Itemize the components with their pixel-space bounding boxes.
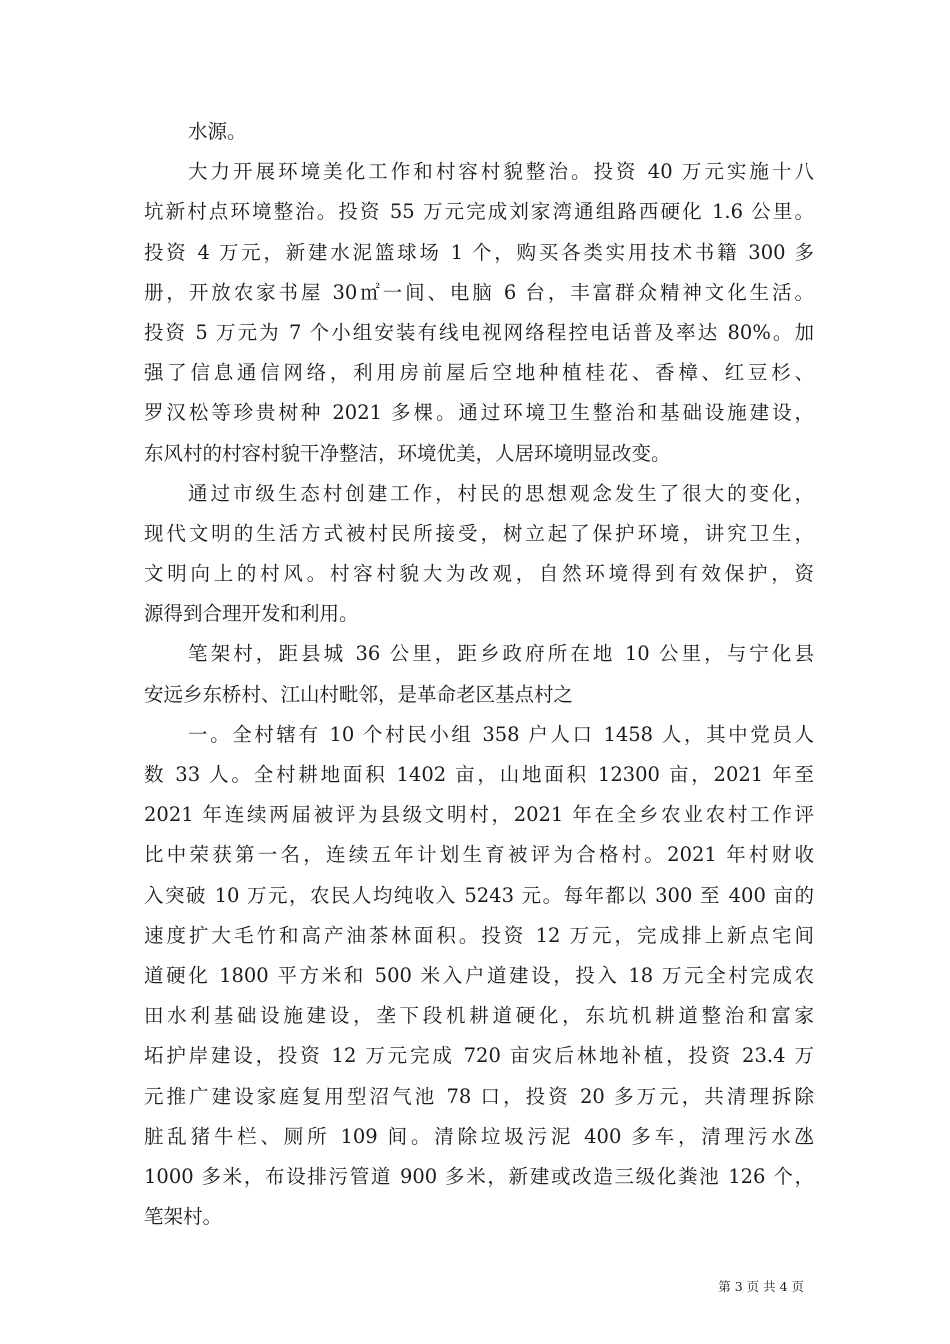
text-line: 源得到合理开发和利用。 <box>144 602 359 626</box>
text-line: 田水利基础设施建设，垄下段机耕道硬化，东坑机耕道整治和富家 <box>144 1004 814 1028</box>
text-line: 册，开放农家书屋 30㎡一间、电脑 6 台，丰富群众精神文化生活。 <box>144 280 814 304</box>
text-line: 投资 4 万元，新建水泥篮球场 1 个，购买各类实用技术书籍 300 多 <box>144 240 814 264</box>
text-line: 数 33 人。全村耕地面积 1402 亩，山地面积 12300 亩，2021 年至 <box>144 763 814 786</box>
text-line: 安远乡东桥村、江山村毗邻，是革命老区基点村之 <box>144 682 574 706</box>
text-line: 2021 年连续两届被评为县级文明村，2021 年在全乡农业农村工作评 <box>144 803 814 827</box>
document-body <box>144 112 814 1237</box>
text-line: 水源。 <box>188 120 247 143</box>
page-number-footer: 第 3 页 共 4 页 <box>718 1279 804 1294</box>
text-line: 元推广建设家庭复用型沼气池 78 口，投资 20 多万元，共清理拆除 <box>144 1084 814 1108</box>
text-line: 脏乱猪牛栏、厕所 109 间。清除垃圾污泥 400 多车，清理污水氹 <box>144 1124 814 1148</box>
text-line: 比中荣获第一名，连续五年计划生育被评为合格村。2021 年村财收 <box>144 843 814 867</box>
text-line: 笔架村，距县城 36 公里，距乡政府所在地 10 公里，与宁化县 <box>188 642 814 666</box>
text-line: 坧护岸建设，投资 12 万元完成 720 亩灾后林地补植，投资 23.4 万 <box>144 1044 814 1068</box>
text-line: 罗汉松等珍贵树种 2021 多棵。通过环境卫生整治和基础设施建设， <box>144 401 814 425</box>
text-line: 投资 5 万元为 7 个小组安装有线电视网络程控电话普及率达 80%。加 <box>144 320 814 344</box>
text-line: 文明向上的村风。村容村貌大为改观，自然环境得到有效保护，资 <box>144 562 814 586</box>
text-line: 速度扩大毛竹和高产油茶林面积。投资 12 万元，完成排上新点宅间 <box>144 923 814 947</box>
text-line: 入突破 10 万元，农民人均纯收入 5243 元。每年都以 300 至 400 亩的 <box>144 883 814 907</box>
text-line: 强了信息通信网络，利用房前屋后空地种植桂花、香樟、红豆杉、 <box>144 361 814 385</box>
text-line: 通过市级生态村创建工作，村民的思想观念发生了很大的变化， <box>188 481 814 505</box>
text-line: 东风村的村容村貌干净整洁，环境优美，人居环境明显改变。 <box>144 441 671 465</box>
text-line: 道硬化 1800 平方米和 500 米入户道建设，投入 18 万元全村完成农 <box>144 963 814 987</box>
text-line: 坑新村点环境整治。投资 55 万元完成刘家湾通组路西硬化 1.6 公里。 <box>144 200 814 224</box>
text-line: 大力开展环境美化工作和村容村貌整治。投资 40 万元实施十八 <box>188 160 814 184</box>
text-line: 1000 多米，布设排污管道 900 多米，新建或改造三级化粪池 126 个， <box>144 1164 814 1188</box>
text-line: 现代文明的生活方式被村民所接受，树立起了保护环境，讲究卫生， <box>144 521 814 545</box>
text-line: 一。全村辖有 10 个村民小组 358 户人口 1458 人，其中党员人 <box>188 722 814 746</box>
text-line: 笔架村。 <box>144 1205 223 1229</box>
